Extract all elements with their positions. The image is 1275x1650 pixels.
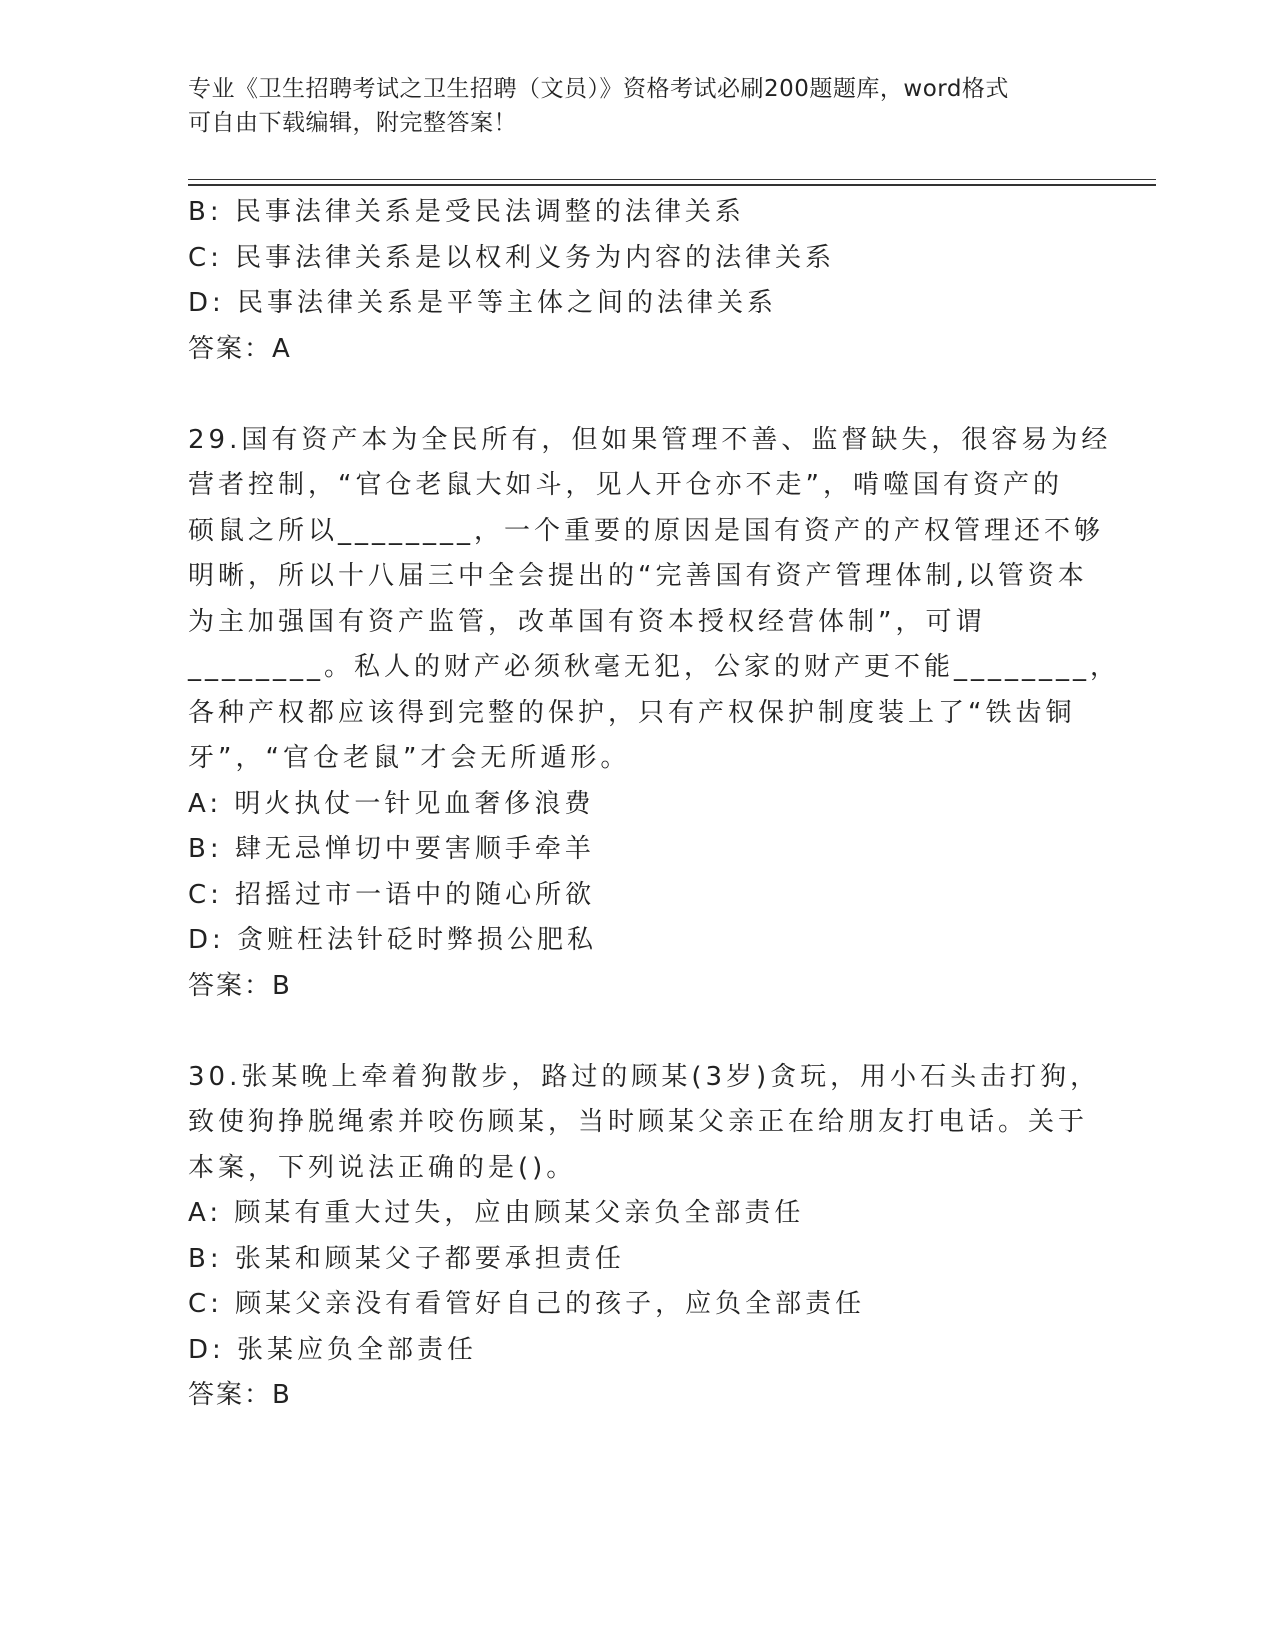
stem-line: 牙”，“官仓老鼠”才会无所遁形。 [188,743,631,773]
stem-line: ________。私人的财产必须秋毫无犯，公家的财产更不能________， [188,652,1121,682]
stem-line: 为主加强国有资产监管，改革国有资本授权经营体制”，可谓 [188,606,986,637]
stem-line: 29.国有资产本为全民所有，但如果管理不善、监督缺失，很容易为经 [188,424,1112,455]
spacer [188,372,1088,418]
header-divider-thick [188,184,1156,186]
question-content [188,190,1121,1419]
option-d: D: 贪赃枉法针砭时弊损公肥私 [188,925,598,955]
header-line-1: 专业《卫生招聘考试之卫生招聘（文员）》资格考试必刷200题题库，word格式 [188,76,1009,102]
answer: 答案：B [188,1380,292,1410]
stem-line: 营者控制，“官仓老鼠大如斗，见人开仓亦不走”，啃噬国有资产的 [188,470,1063,500]
stem-line: 致使狗挣脱绳索并咬伤顾某，当时顾某父亲正在给朋友打电话。关于 [188,1107,1089,1137]
answer: 答案：B [188,970,292,1001]
option-c: C: 顾某父亲没有看管好自己的孩子，应负全部责任 [188,1289,866,1319]
answer: 答案：A [188,333,292,364]
option-d: D: 张某应负全部责任 [188,1334,478,1365]
option-b: B: 张某和顾某父子都要承担责任 [188,1243,625,1274]
header-divider-thin [188,179,1156,180]
stem-line: 本案，下列说法正确的是()。 [188,1152,577,1183]
option-c: C: 民事法律关系是以权利义务为内容的法律关系 [188,242,836,273]
stem-line: 明晰，所以十八届三中全会提出的“完善国有资产管理体制,以管资本 [188,561,1088,591]
stem-line: 30.张某晚上牵着狗散步，路过的顾某(3岁)贪玩，用小石头击打狗， [188,1061,1101,1092]
previous-question [188,190,1088,372]
stem-line: 各种产权都应该得到完整的保护，只有产权保护制度装上了“铁齿铜 [188,697,1076,728]
option-a: A: 顾某有重大过失，应由顾某父亲负全部责任 [188,1198,805,1228]
option-c: C: 招摇过市一语中的随心所欲 [188,879,596,910]
document-header [188,72,1068,140]
question-29 [188,418,1121,1010]
option-d: D: 民事法律关系是平等主体之间的法律关系 [188,288,778,318]
spacer [188,1009,1088,1055]
option-b: B: 肆无忌惮切中要害顺手牵羊 [188,834,595,864]
stem-line: 硕鼠之所以________，一个重要的原因是国有资产的产权管理还不够 [188,515,1105,546]
question-30 [188,1055,1101,1419]
option-b: B: 民事法律关系是受民法调整的法律关系 [188,197,745,227]
option-a: A: 明火执仗一针见血奢侈浪费 [188,788,595,819]
header-line-2: 可自由下载编辑，附完整答案！ [188,110,517,136]
